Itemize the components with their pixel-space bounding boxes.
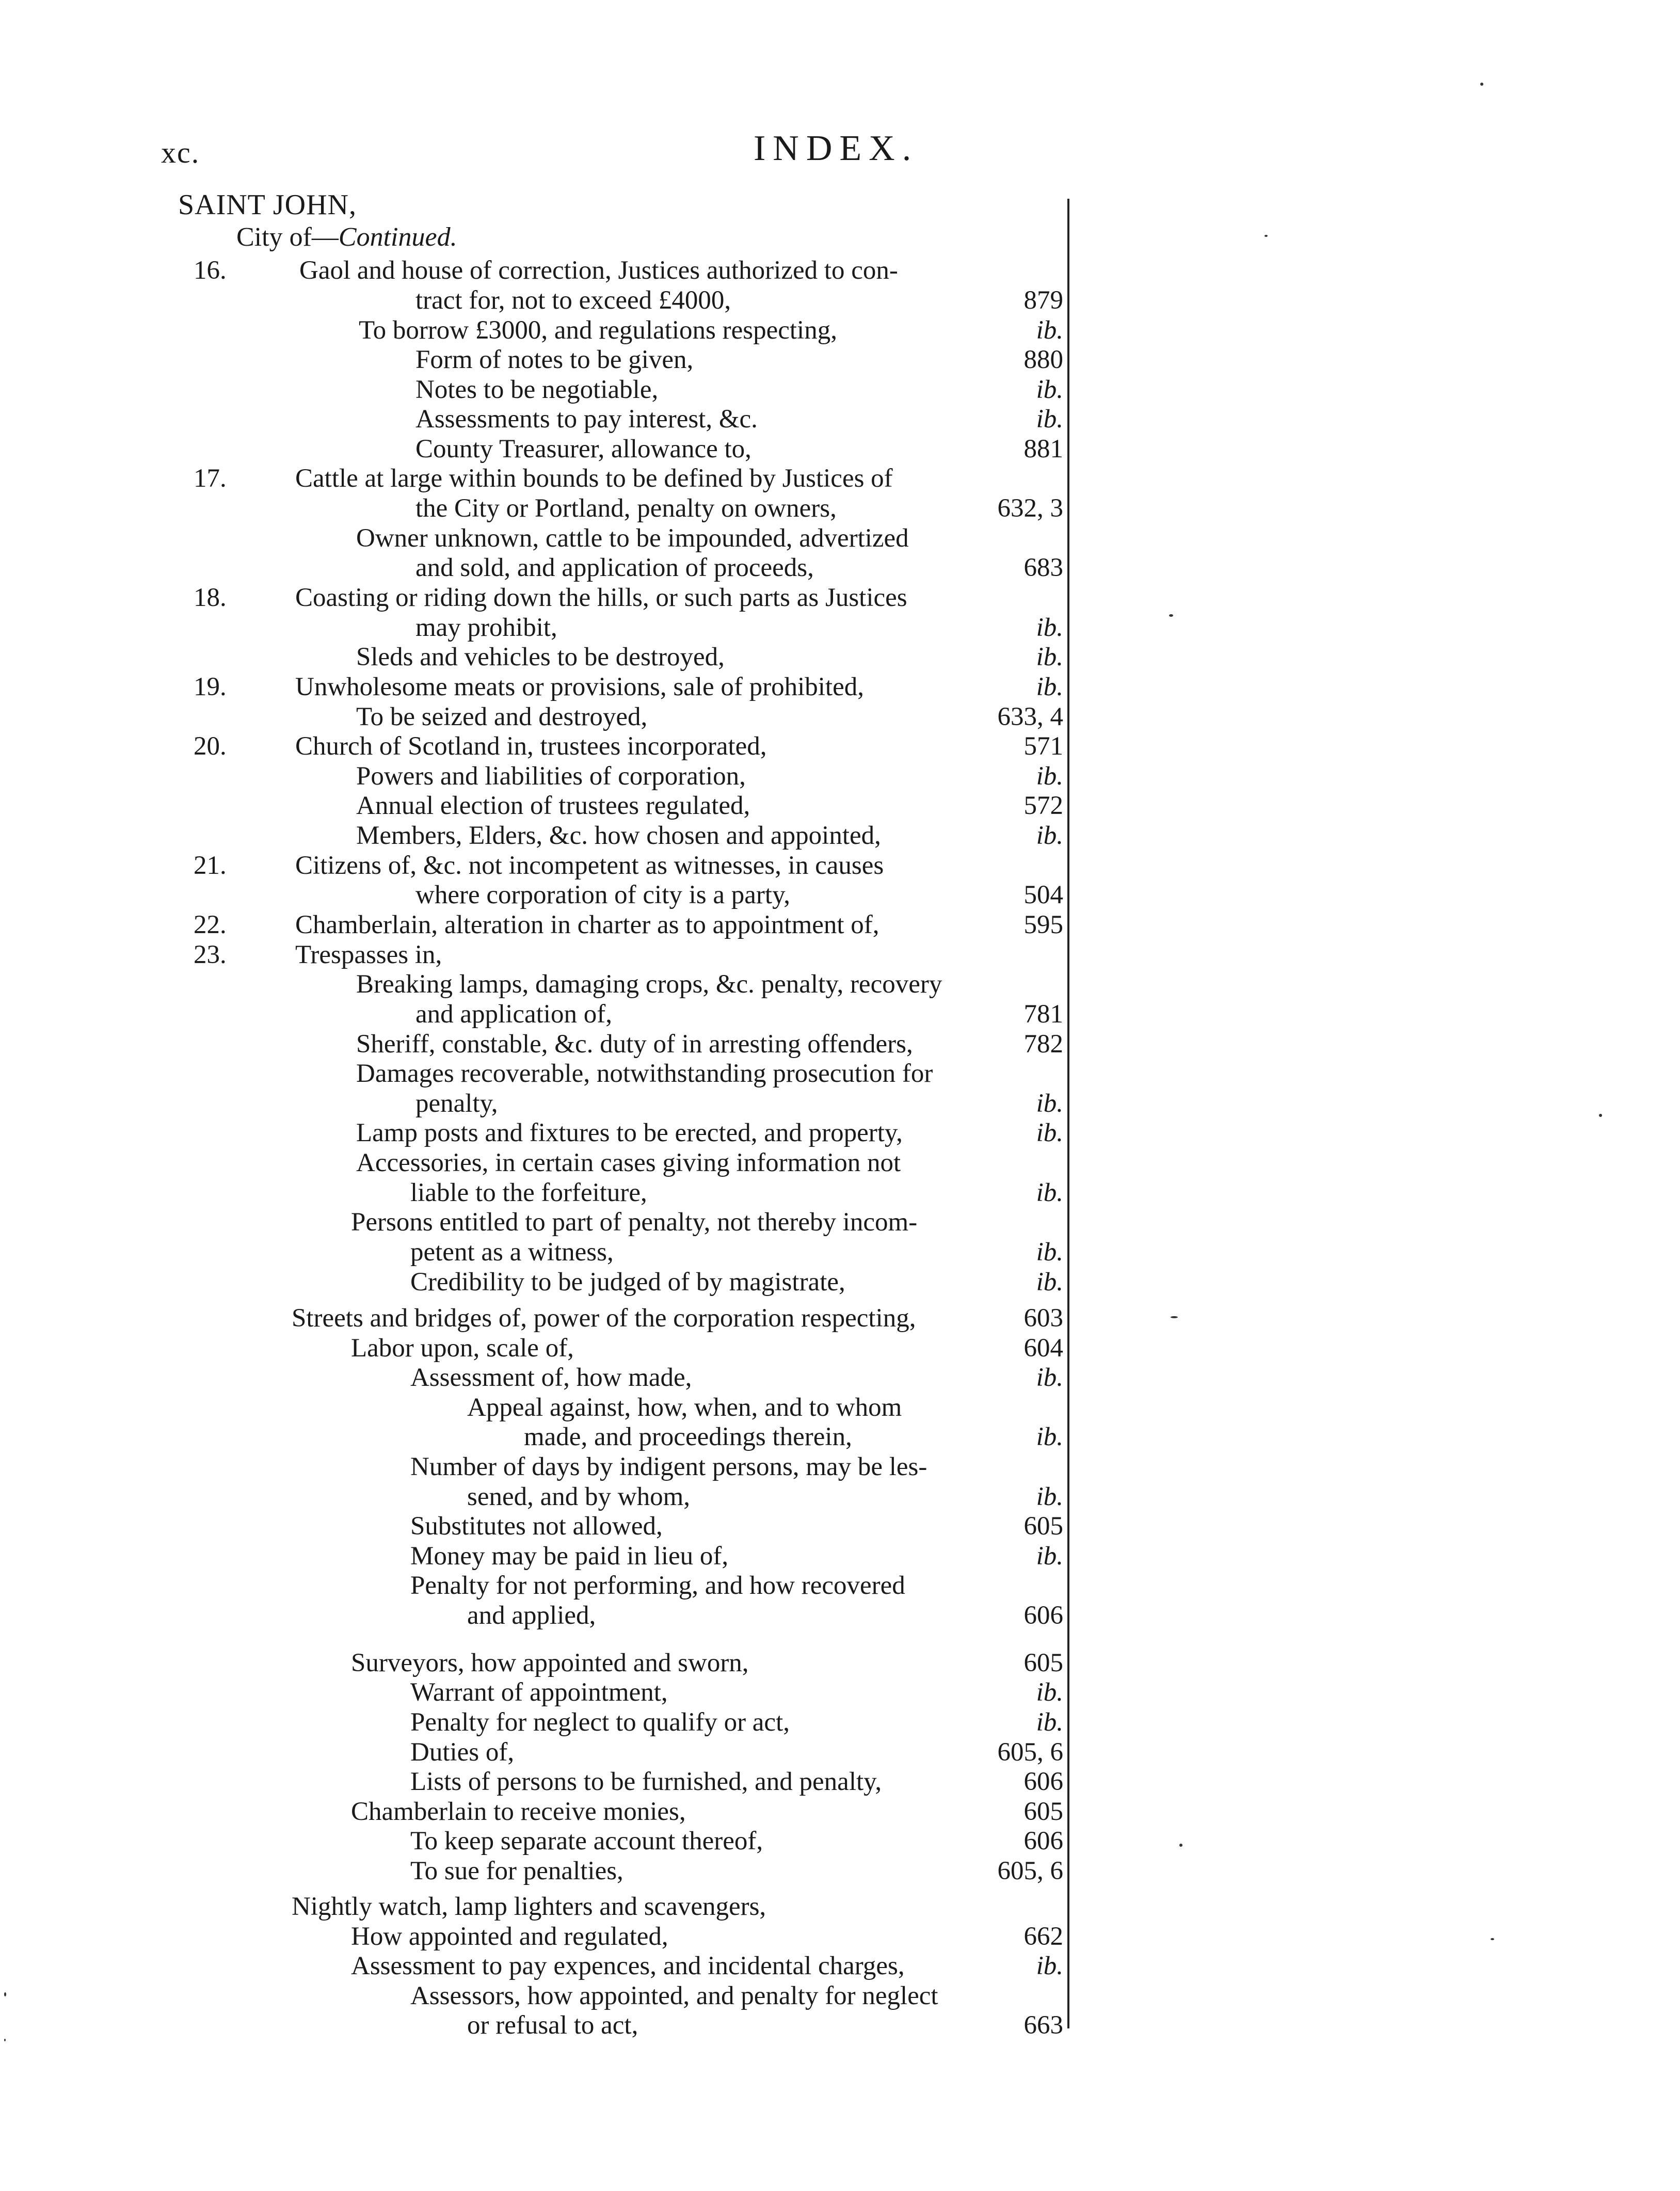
page-reference: ib. bbox=[1036, 1542, 1063, 1571]
page-reference: ib. bbox=[1036, 405, 1063, 434]
entry-text: Breaking lamps, damaging crops, &c. penalty, recovery bbox=[356, 970, 942, 999]
scan-speck bbox=[4, 1992, 6, 1996]
entry-text: and sold, and application of proceeds, bbox=[415, 553, 814, 582]
page-reference: 605, 6 bbox=[997, 1738, 1063, 1767]
page-reference: 879 bbox=[1023, 286, 1063, 315]
page-reference: 504 bbox=[1023, 881, 1063, 909]
entry-number: 17. bbox=[194, 464, 227, 493]
entry-text: To borrow £3000, and regulations respecting, bbox=[359, 316, 837, 345]
page-reference: 662 bbox=[1023, 1922, 1063, 1951]
scan-speck bbox=[1265, 235, 1268, 237]
page-reference: ib. bbox=[1036, 1178, 1063, 1207]
entry-text: Penalty for neglect to qualify or act, bbox=[410, 1708, 790, 1737]
entry-text: Sleds and vehicles to be destroyed, bbox=[356, 643, 725, 671]
page-reference: 572 bbox=[1023, 791, 1063, 820]
entry-text: Labor upon, scale of, bbox=[351, 1334, 574, 1363]
index-subheading bbox=[236, 222, 457, 252]
entry-text: and application of, bbox=[415, 1000, 612, 1029]
entry-text: Duties of, bbox=[410, 1738, 515, 1767]
page-reference: 606 bbox=[1023, 1601, 1063, 1630]
entry-text: penalty, bbox=[415, 1089, 498, 1118]
scan-speck bbox=[1171, 1316, 1178, 1318]
entry-text: To sue for penalties, bbox=[410, 1857, 623, 1885]
entry-number: 19. bbox=[194, 673, 227, 701]
subheading-prefix: City of— bbox=[236, 222, 339, 252]
page-reference: 880 bbox=[1023, 345, 1063, 374]
page-reference: ib. bbox=[1036, 1952, 1063, 1980]
entry-number: 22. bbox=[194, 910, 227, 939]
entry-text: Nightly watch, lamp lighters and scavengers, bbox=[292, 1892, 766, 1921]
entry-text: Assessments to pay interest, &c. bbox=[415, 405, 758, 434]
entry-text: liable to the forfeiture, bbox=[410, 1178, 647, 1207]
page-reference: ib. bbox=[1036, 821, 1063, 850]
entry-text: Appeal against, how, when, and to whom bbox=[467, 1393, 902, 1422]
page-reference: ib. bbox=[1036, 1118, 1063, 1147]
entry-text: Substitutes not allowed, bbox=[410, 1512, 663, 1541]
page-reference: 605, 6 bbox=[997, 1857, 1063, 1885]
entry-text: the City or Portland, penalty on owners, bbox=[415, 494, 837, 523]
entry-text: Notes to be negotiable, bbox=[415, 375, 659, 404]
entry-text: Lists of persons to be furnished, and penalty, bbox=[410, 1767, 882, 1796]
scan-speck bbox=[1491, 1938, 1494, 1940]
entry-text: Sheriff, constable, &c. duty of in arresting offenders, bbox=[356, 1030, 913, 1059]
entry-text: Money may be paid in lieu of, bbox=[410, 1542, 729, 1571]
entry-text: Assessment of, how made, bbox=[410, 1363, 692, 1392]
entry-text: Number of days by indigent persons, may be les- bbox=[410, 1452, 927, 1481]
entry-text: Warrant of appointment, bbox=[410, 1678, 668, 1707]
entry-text: Penalty for not performing, and how recovered bbox=[410, 1571, 905, 1600]
page-reference: 782 bbox=[1023, 1030, 1063, 1059]
page-reference: ib. bbox=[1036, 1708, 1063, 1737]
page-reference: ib. bbox=[1036, 1238, 1063, 1267]
column-rule bbox=[1067, 199, 1069, 2028]
entry-text: Streets and bridges of, power of the corporation respecting, bbox=[292, 1304, 916, 1333]
page-reference: ib. bbox=[1036, 1678, 1063, 1707]
subheading-continued: Continued. bbox=[338, 222, 457, 252]
scan-speck bbox=[1480, 83, 1483, 86]
page-reference: 606 bbox=[1023, 1767, 1063, 1796]
page-reference: 571 bbox=[1023, 732, 1063, 761]
entry-text: Chamberlain, alteration in charter as to appointment of, bbox=[295, 910, 879, 939]
entry-text: Members, Elders, &c. how chosen and appointed, bbox=[356, 821, 881, 850]
entry-text: Persons entitled to part of penalty, not thereby incom- bbox=[351, 1208, 918, 1237]
entry-number: 20. bbox=[194, 732, 227, 761]
scan-speck bbox=[1179, 1844, 1182, 1847]
entry-text: Citizens of, &c. not incompetent as witnesses, in causes bbox=[295, 851, 884, 880]
entry-text: or refusal to act, bbox=[467, 2011, 638, 2040]
entry-number: 16. bbox=[194, 256, 227, 285]
page-reference: ib. bbox=[1036, 375, 1063, 404]
entry-text: Assessment to pay expences, and incidental charges, bbox=[351, 1952, 905, 1980]
entry-text: Powers and liabilities of corporation, bbox=[356, 762, 746, 791]
page-number: xc. bbox=[161, 136, 200, 169]
page-reference: 604 bbox=[1023, 1334, 1063, 1363]
page-reference: ib. bbox=[1036, 1422, 1063, 1451]
entry-text: tract for, not to exceed £4000, bbox=[415, 286, 731, 315]
page-reference: 605 bbox=[1023, 1649, 1063, 1677]
entry-text: Lamp posts and fixtures to be erected, and property, bbox=[356, 1118, 903, 1147]
entry-text: Church of Scotland in, trustees incorporated, bbox=[295, 732, 767, 761]
scan-speck bbox=[1169, 614, 1173, 617]
entry-number: 21. bbox=[194, 851, 227, 880]
entry-text: Surveyors, how appointed and sworn, bbox=[351, 1649, 749, 1677]
scan-speck bbox=[4, 2039, 6, 2041]
entry-text: petent as a witness, bbox=[410, 1238, 614, 1267]
page-reference: ib. bbox=[1036, 613, 1063, 642]
entry-number: 23. bbox=[194, 940, 227, 969]
page-reference: 606 bbox=[1023, 1827, 1063, 1856]
page-reference: ib. bbox=[1036, 1482, 1063, 1511]
entry-text: made, and proceedings therein, bbox=[524, 1422, 852, 1451]
page-reference: ib. bbox=[1036, 1363, 1063, 1392]
entry-text: County Treasurer, allowance to, bbox=[415, 435, 751, 463]
entry-text: Cattle at large within bounds to be defined by Justices of bbox=[295, 464, 893, 493]
entry-text: Assessors, how appointed, and penalty for neglect bbox=[410, 1981, 938, 2010]
page-reference: 663 bbox=[1023, 2011, 1063, 2040]
page-reference: ib. bbox=[1036, 643, 1063, 671]
scan-speck bbox=[1599, 1114, 1602, 1117]
entry-text: Unwholesome meats or provisions, sale of prohibited, bbox=[295, 673, 864, 701]
page-reference: 781 bbox=[1023, 1000, 1063, 1029]
page-reference: 603 bbox=[1023, 1304, 1063, 1333]
entry-text: Form of notes to be given, bbox=[415, 345, 694, 374]
page-reference: ib. bbox=[1036, 1089, 1063, 1118]
entry-text: Trespasses in, bbox=[295, 940, 442, 969]
entry-text: Damages recoverable, notwithstanding prosecution for bbox=[356, 1059, 933, 1088]
entry-text: where corporation of city is a party, bbox=[415, 881, 791, 909]
entry-text: To keep separate account thereof, bbox=[410, 1827, 763, 1856]
entry-text: Credibility to be judged of by magistrate, bbox=[410, 1268, 845, 1297]
page-reference: ib. bbox=[1036, 673, 1063, 701]
page-reference: 605 bbox=[1023, 1797, 1063, 1826]
entry-text: Annual election of trustees regulated, bbox=[356, 791, 750, 820]
page-reference: 605 bbox=[1023, 1512, 1063, 1541]
page-reference: 633, 4 bbox=[997, 702, 1063, 731]
entry-text: Gaol and house of correction, Justices authorized to con- bbox=[299, 256, 898, 285]
entry-text: and applied, bbox=[467, 1601, 596, 1630]
entry-text: How appointed and regulated, bbox=[351, 1922, 668, 1951]
entry-text: sened, and by whom, bbox=[467, 1482, 691, 1511]
page-reference: ib. bbox=[1036, 1268, 1063, 1297]
entry-text: may prohibit, bbox=[415, 613, 557, 642]
page-reference: 683 bbox=[1023, 553, 1063, 582]
running-title: INDEX. bbox=[754, 129, 919, 168]
page-reference: 595 bbox=[1023, 910, 1063, 939]
entry-text: Chamberlain to receive monies, bbox=[351, 1797, 686, 1826]
entry-text: Accessories, in certain cases giving information not bbox=[356, 1148, 901, 1177]
entry-text: To be seized and destroyed, bbox=[356, 702, 648, 731]
entry-number: 18. bbox=[194, 583, 227, 612]
entry-text: Owner unknown, cattle to be impounded, advertized bbox=[356, 524, 909, 553]
entry-text: Coasting or riding down the hills, or such parts as Justices bbox=[295, 583, 907, 612]
page-reference: ib. bbox=[1036, 762, 1063, 791]
page-reference: ib. bbox=[1036, 316, 1063, 345]
page-reference: 632, 3 bbox=[997, 494, 1063, 523]
page-reference: 881 bbox=[1023, 435, 1063, 463]
index-heading: SAINT JOHN, bbox=[178, 189, 357, 221]
